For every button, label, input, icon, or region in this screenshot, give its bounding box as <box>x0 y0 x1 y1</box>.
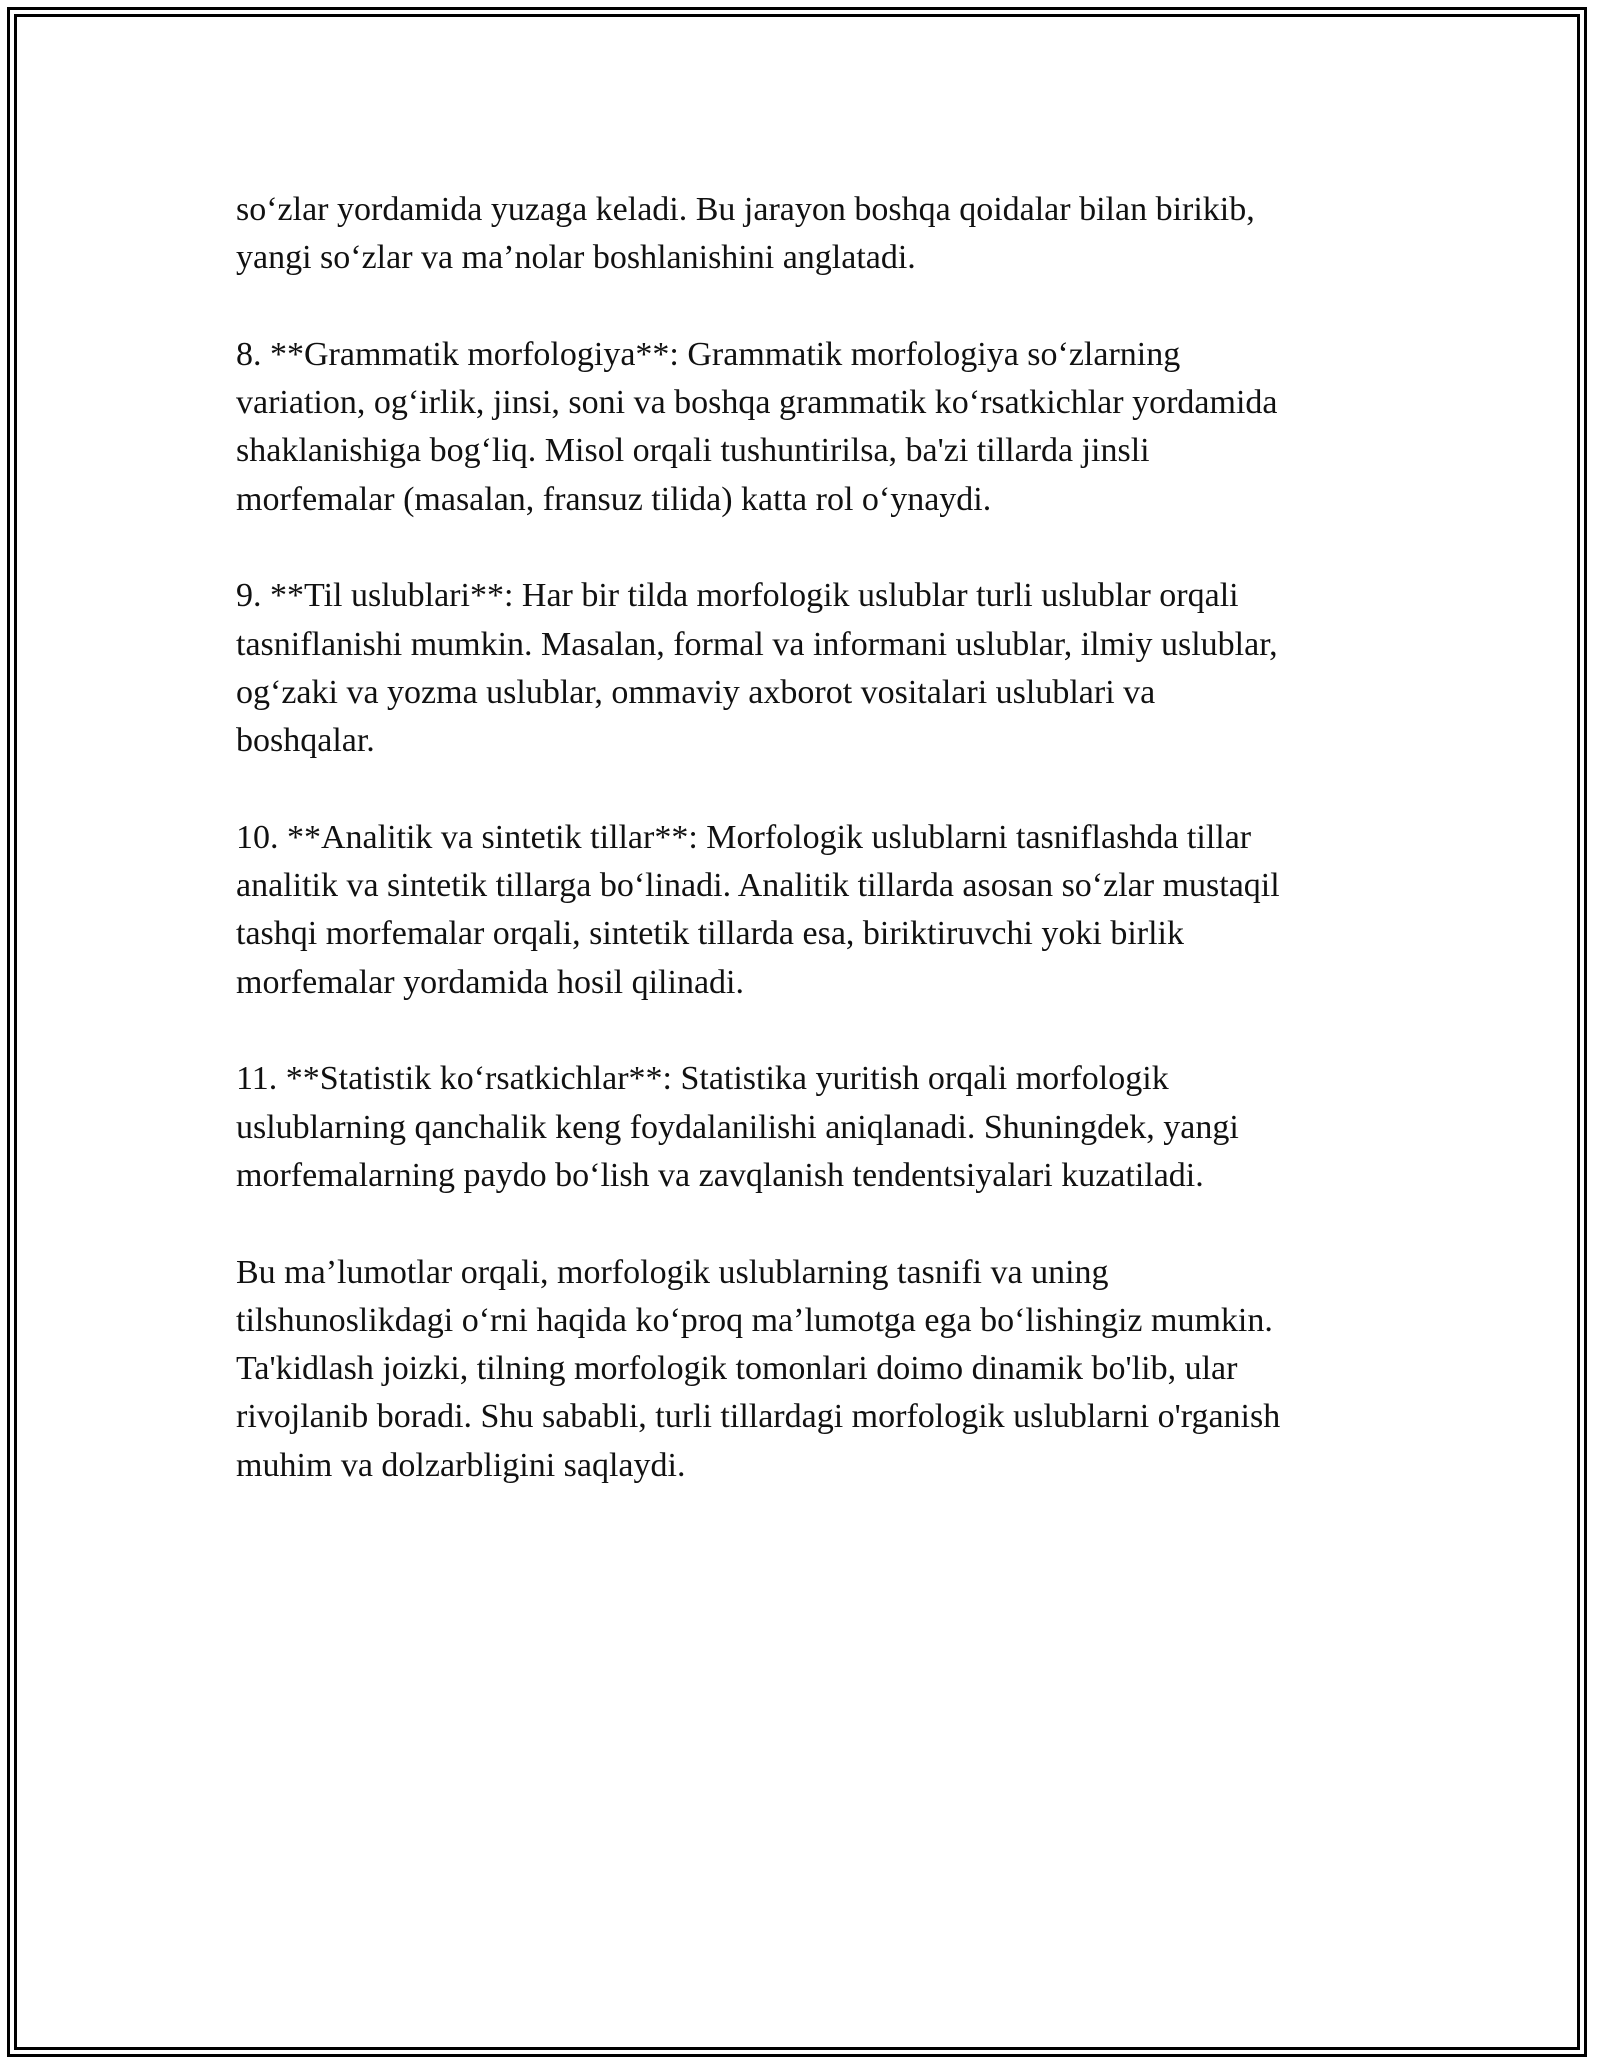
paragraph-item-9: 9. **Til uslublari**: Har bir tilda morfologik uslublar turli uslublar orqali tasniflanishi mumkin. Masalan, formal va informani uslublar, ilmiy uslublar, og‘zaki va yozma uslublar, ommaviy axborot vositalari uslublari va boshqalar. <box>236 577 1278 760</box>
paragraph-continuation: so‘zlar yordamida yuzaga keladi. Bu jarayon boshqa qoidalar bilan birikib, yangi so‘zlar va ma’nolar boshlanishini anglatadi. <box>236 191 1255 277</box>
paragraph-item-8: 8. **Grammatik morfologiya**: Grammatik morfologiya so‘zlarning variation, og‘irlik, jinsi, soni va boshqa grammatik ko‘rsatkichlar yordamida shaklanishiga bog‘liq. Misol orqali tushuntirilsa, ba'zi tillarda jinsli morfemalar (masalan, fransuz tilida) katta rol o‘ynaydi. <box>236 335 1278 518</box>
paragraph-conclusion: Bu ma’lumotlar orqali, morfologik uslublarning tasnifi va uning tilshunoslikdagi o‘rni haqida ko‘proq ma’lumotga ega bo‘lishingiz mumkin. Ta'kidlash joizki, tilning morfologik tomonlari doimo dinamik bo'lib, ular rivojlanib boradi. Shu sababli, turli tillardagi morfologik uslublarni o'rganish muhim va dolzarbligini saqlaydi. <box>236 1253 1281 1484</box>
document-body <box>236 186 1384 1538</box>
paragraph-item-11: 11. **Statistik ko‘rsatkichlar**: Statistika yuritish orqali morfologik uslublarning qanchalik keng foydalanilishi aniqlanadi. Shuningdek, yangi morfemalarning paydo bo‘lish va zavqlanish tendentsiyalari kuzatiladi. <box>236 1060 1239 1194</box>
paragraph-item-10: 10. **Analitik va sintetik tillar**: Morfologik uslublarni tasniflashda tillar analitik va sintetik tillarga bo‘linadi. Analitik tillarda asosan so‘zlar mustaqil tashqi morfemalar orqali, sintetik tillarda esa, biriktiruvchi yoki birlik morfemalar yordamida hosil qilinadi. <box>236 818 1280 1001</box>
